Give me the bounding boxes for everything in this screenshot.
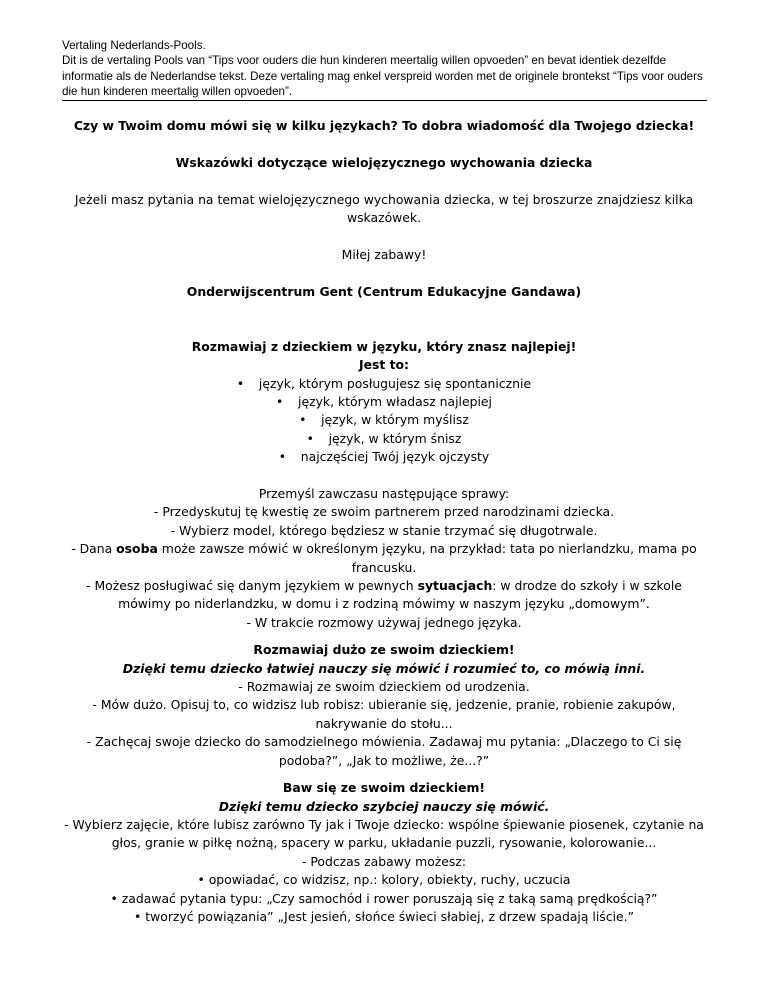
section-speak-best-language xyxy=(60,338,708,632)
list-item: • opowiadać, co widzisz, np.: kolory, obiekty, ruchy, uczucia xyxy=(197,872,571,888)
list-item: • język, którym władasz najlepiej xyxy=(60,393,708,411)
document-header xyxy=(62,38,707,100)
bullet-icon: • xyxy=(299,412,307,428)
language-bullet-list xyxy=(60,375,708,467)
bullet-icon: • xyxy=(236,375,245,391)
greeting: Miłej zabawy! xyxy=(341,246,427,262)
bullet-icon: • xyxy=(278,449,287,465)
header-note: Dit is de vertaling Pools van “Tips voor ouders die hun kinderen meertalig willen opvoeden” en bevat identiek dezelfde informatie als de Nederlandse tekst. Deze vertaling mag enkel verspreid worden met de originele brontekst “Tips voor ouders die hun kinderen meertalig willen opvoeden”. xyxy=(62,54,703,99)
list-item: • język, którym posługujesz się spontanicznie xyxy=(60,375,708,393)
section3-heading: Baw się ze swoim dzieckiem! xyxy=(282,780,486,796)
subtitle: Wskazówki dotyczące wielojęzycznego wychowania dziecka xyxy=(175,154,593,170)
list-item: • najczęściej Twój język ojczysty xyxy=(60,448,708,466)
header-title: Vertaling Nederlands-Pools. xyxy=(62,39,206,52)
section-talk-a-lot xyxy=(60,641,708,770)
paragraph-line: - W trakcie rozmowy używaj jednego języka. xyxy=(246,614,522,630)
situations-emphasis: sytuacjach xyxy=(417,578,493,594)
think-ahead-text: Przemyśl zawczasu następujące sprawy: xyxy=(258,486,510,502)
organization-name: Onderwijscentrum Gent (Centrum Edukacyjne Gandawa) xyxy=(186,283,582,299)
list-item: • język, w którym śnisz xyxy=(60,430,708,448)
paragraph-line: - Przedyskutuj tę kwestię ze swoim partnerem przed narodzinami dziecka. xyxy=(153,504,615,520)
paragraph-line: - Wybierz zajęcie, które lubisz zarówno Ty jak i Twoje dziecko: wspólne śpiewanie piosenek, czytanie na głos, granie w piłkę nożną, spacery w parku, układanie puzzli, rysowanie, kolorowanie... xyxy=(64,816,704,851)
paragraph-line: - Mów dużo. Opisuj to, co widzisz lub robisz: ubieranie się, jedzenie, pranie, robienie zakupów, nakrywanie do stołu... xyxy=(92,697,676,731)
document-body xyxy=(60,117,708,926)
section1-heading: Rozmawiaj z dzieckiem w języku, który znasz najlepiej! xyxy=(191,338,577,354)
list-item: • język, w którym myślisz xyxy=(60,411,708,429)
bullet-icon: • xyxy=(306,430,314,446)
section2-subheading: Dzięki temu dziecko łatwiej nauczy się mówić i rozumieć to, co mówią inni. xyxy=(122,660,646,676)
header-divider xyxy=(62,100,707,101)
paragraph-line: - Podczas zabawy możesz: xyxy=(301,853,467,869)
section1-subheading: Jest to: xyxy=(358,357,410,373)
intro-text: Jeżeli masz pytania na temat wielojęzycznego wychowania dziecka, w tej broszurze znajdziesz kilka wskazówek. xyxy=(74,191,694,225)
main-title: Czy w Twoim domu mówi się w kilku językach? To dobra wiadomość dla Twojego dziecka! xyxy=(73,118,695,133)
paragraph-line: - Rozmawiaj ze swoim dzieckiem od urodzenia. xyxy=(238,679,530,695)
section2-heading: Rozmawiaj dużo ze swoim dzieckiem! xyxy=(253,642,515,658)
person-emphasis: osoba xyxy=(116,541,158,557)
paragraph-line: - Możesz posługiwać się danym językiem w pewnych sytuacjach: w drodze do szkoły i w szkole mówimy po niderlandzku, w domu i z rodziną mówimy w naszym języku „domowym”. xyxy=(86,578,682,612)
list-item: • tworzyć powiązania” „Jest jesień, słońce świeci słabiej, z drzew spadają liście.” xyxy=(134,908,634,924)
list-item: • zadawać pytania typu: „Czy samochód i rower poruszają się z taką samą prędkością?” xyxy=(110,890,658,906)
section-play-together xyxy=(60,779,708,926)
section3-subheading: Dzięki temu dziecko szybciej nauczy się mówić. xyxy=(218,798,550,814)
bullet-icon: • xyxy=(276,394,284,409)
paragraph-line: - Wybierz model, którego będziesz w stanie trzymać się długotrwale. xyxy=(170,522,598,538)
paragraph-line: - Zachęcaj swoje dziecko do samodzielnego mówienia. Zadawaj mu pytania: „Dlaczego to Ci się podoba?”, „Jak to możliwe, że...?” xyxy=(86,734,682,768)
paragraph-line: - Dana osoba może zawsze mówić w określonym języku, na przykład: tata po nierlandzku, mama po francusku. xyxy=(71,541,697,575)
